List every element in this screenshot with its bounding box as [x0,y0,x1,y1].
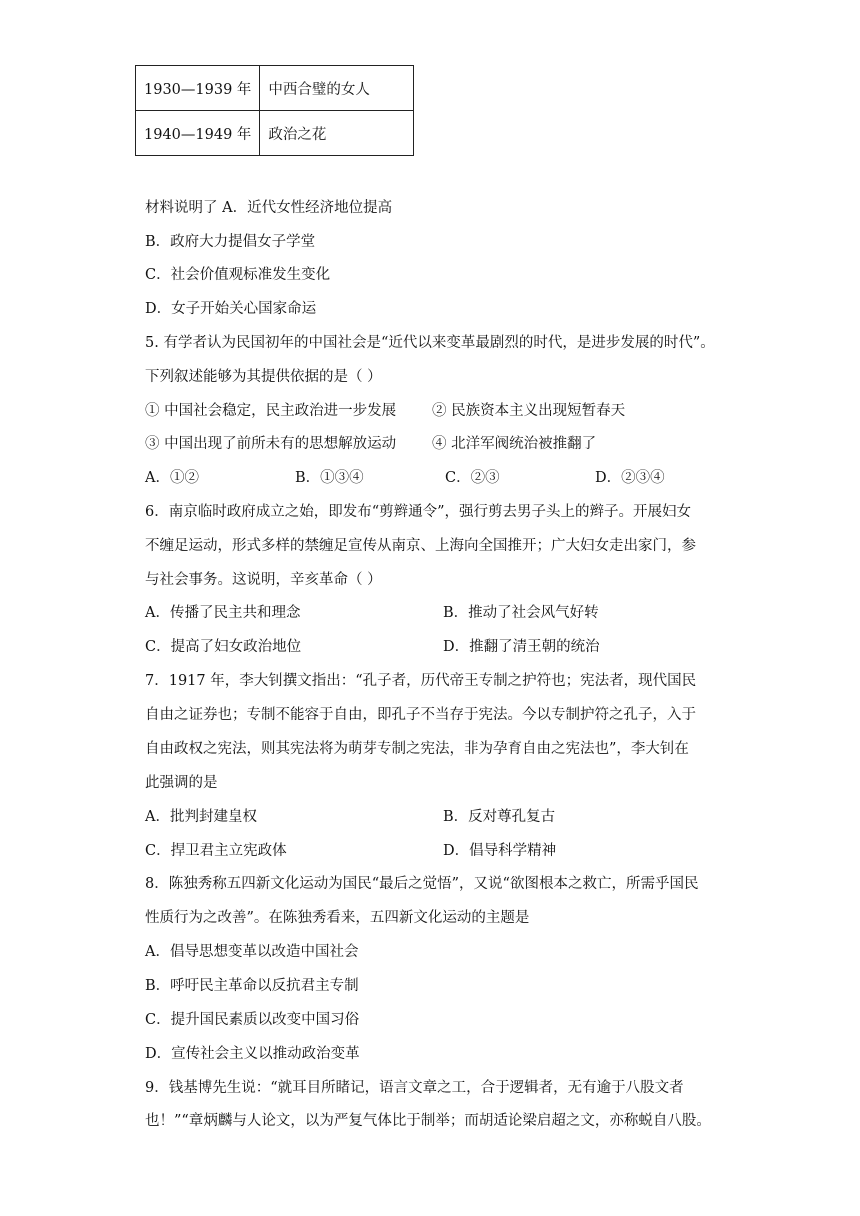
q6-option-b: B．推动了社会风气好转 [443,605,599,621]
q7-options-row [145,807,741,827]
q7-stem-line: 自由之证券也；专制不能容于自由，即孔子不当存于宪法。今以专制护符之孔子，入于 [145,707,696,723]
q5-stem-line: 5. 有学者认为民国初年的中国社会是“近代以来变革最剧烈的时代，是进步发展的时代”。 [145,335,715,351]
q8-option-b: B．呼吁民主革命以反抗君主专制 [145,978,359,994]
table-row [136,111,414,156]
q7-option-b: B．反对尊孔复古 [443,809,556,825]
q6-options-row [145,637,741,657]
q9-stem-line: 9．钱基博先生说：“就耳目所睹记，语言文章之工，合于逻辑者，无有逾于八股文者 [145,1080,684,1096]
table-cell-desc: 政治之花 [260,111,414,156]
q4-option-b: B．政府大力提倡女子学堂 [145,234,316,250]
q8-option-c: C．提升国民素质以改变中国习俗 [145,1012,360,1028]
q6-option-d: D．推翻了清王朝的统治 [443,639,600,655]
q5-option-d: D．②③④ [595,470,665,486]
q4-option-c: C．社会价值观标准发生变化 [145,267,331,283]
q5-statement-4: ④ 北洋军阀统治被推翻了 [432,436,597,452]
q5-option-c: C．②③ [445,470,500,486]
q6-option-c: C．提高了妇女政治地位 [145,639,302,655]
q7-option-c: C．捍卫君主立宪政体 [145,843,287,859]
q6-stem-line: 不缠足运动，形式多样的禁缠足宣传从南京、上海向全国推开；广大妇女走出家门，参 [145,538,696,554]
q5-statement-3: ③ 中国出现了前所未有的思想解放运动 [145,436,397,452]
q8-stem-line: 性质行为之改善”。在陈独秀看来，五四新文化运动的主题是 [145,910,530,926]
q7-stem-line: 7．1917 年，李大钊撰文指出：“孔子者，历代帝王专制之护符也；宪法者，现代国民 [145,673,697,689]
q6-stem-line: 6．南京临时政府成立之始，即发布“剪辫通令”，强行剪去男子头上的辫子。开展妇女 [145,504,692,520]
q8-option-d: D．宣传社会主义以推动政治变革 [145,1046,360,1062]
table-row [136,66,414,111]
era-table [135,65,414,156]
q6-stem-line: 与社会事务。这说明，辛亥革命（ ） [145,572,382,588]
q6-options-row [145,603,741,623]
q5-options-row [145,468,745,488]
q4-option-d: D．女子开始关心国家命运 [145,301,317,317]
q5-statements-row [145,434,596,454]
q6-option-a: A．传播了民主共和理念 [145,605,301,621]
q5-statement-2: ② 民族资本主义出现短暂春天 [432,403,626,419]
q5-stem-line: 下列叙述能够为其提供依据的是（ ） [145,369,382,385]
q7-stem-line: 自由政权之宪法，则其宪法将为萌芽专制之宪法，非为孕育自由之宪法也”，李大钊在 [145,741,689,757]
q4-stem: 材料说明了 A．近代女性经济地位提高 [145,200,393,216]
table-cell-desc: 中西合璧的女人 [260,66,414,111]
q7-stem-line: 此强调的是 [145,775,218,791]
table-cell-years: 1930—1939 年 [136,66,260,111]
q8-stem-line: 8．陈独秀称五四新文化运动为国民“最后之觉悟”，又说“欲图根本之救亡，所需乎国民 [145,876,699,892]
q5-option-b: B．①③④ [295,470,364,486]
q7-option-d: D．倡导科学精神 [443,843,557,859]
q7-options-row [145,841,741,861]
table-cell-years: 1940—1949 年 [136,111,260,156]
q7-option-a: A．批判封建皇权 [145,809,257,825]
q5-statement-1: ① 中国社会稳定，民主政治进一步发展 [145,403,397,419]
q5-statements-row [145,401,625,421]
q5-option-a: A．①② [145,470,199,486]
q8-option-a: A．倡导思想变革以改造中国社会 [145,944,359,960]
q9-stem-line: 也！”“章炳麟与人论文，以为严复气体比于制举；而胡适论梁启超之文，亦称蜕自八股。 [145,1113,711,1129]
